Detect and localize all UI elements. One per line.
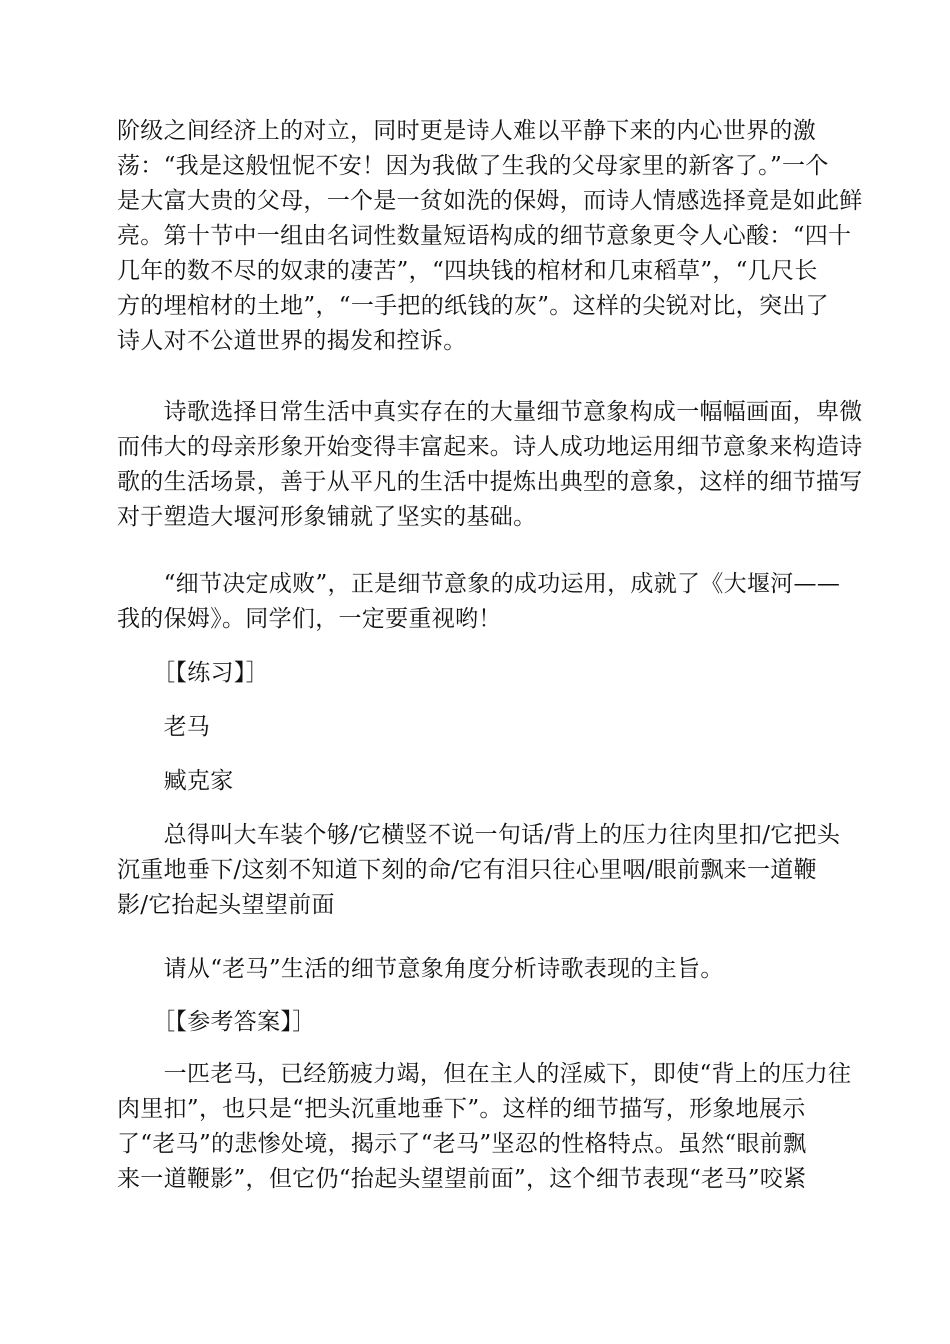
text-line: “细节决定成败”，正是细节意象的成功运用，成就了《大堰河—— [117, 571, 841, 597]
paragraph-detail-imagery [117, 395, 863, 535]
poem-title: 老马 [117, 714, 211, 740]
text-line: 是大富大贵的父母，一个是一贫如洗的保姆，而诗人情感选择竟是如此鲜 [117, 188, 863, 214]
text-line: 我的保姆》。同学们，一定要重视哟！ [117, 606, 502, 632]
text-line: 总得叫大车装个够/它横竖不说一句话/背上的压力往肉里扣/它把头 [117, 822, 841, 848]
text-line: 对于塑造大堰河形象铺就了坚实的基础。 [117, 504, 537, 530]
paragraph-contrast-analysis [117, 114, 863, 359]
text-line: 方的埋棺材的土地”，“一手把的纸钱的灰”。这样的尖锐对比，突出了 [117, 293, 829, 319]
text-line: 一匹老马，已经筋疲力竭，但在主人的淫威下，即使“背上的压力往 [117, 1061, 852, 1087]
exercise-label: ［【练习】］ [117, 660, 269, 686]
exercise-question: 请从“老马”生活的细节意象角度分析诗歌表现的主旨。 [117, 956, 724, 982]
text-line: 影/它抬起头望望前面 [117, 892, 335, 918]
answer-label: ［【参考答案】］ [117, 1009, 316, 1035]
text-line: 沉重地垂下/这刻不知道下刻的命/它有泪只往心里咽/眼前飘来一道鞭 [117, 857, 817, 883]
text-line: 肉里扣”，也只是“把头沉重地垂下”。这样的细节描写，形象地展示 [117, 1096, 806, 1122]
answer-text [117, 1057, 852, 1197]
text-line: 诗人对不公道世界的揭发和控诉。 [117, 328, 467, 354]
text-line: 阶级之间经济上的对立，同时更是诗人难以平静下来的内心世界的激 [117, 118, 816, 144]
text-line: 荡：“我是这般忸怩不安！因为我做了生我的父母家里的新客了。”一个 [117, 153, 829, 179]
text-line: 来一道鞭影”，但它仍“抬起头望望前面”，这个细节表现“老马”咬紧 [117, 1166, 807, 1192]
poem-text [117, 818, 841, 923]
text-line: 歌的生活场景，善于从平凡的生活中提炼出典型的意象，这样的细节描写 [117, 469, 863, 495]
text-line: 几年的数不尽的奴隶的凄苦”，“四块钱的棺材和几束稻草”，“几尺长 [117, 258, 818, 284]
text-line: 而伟大的母亲形象开始变得丰富起来。诗人成功地运用细节意象来构造诗 [117, 434, 863, 460]
poem-author: 臧克家 [117, 768, 234, 794]
text-line: 诗歌选择日常生活中真实存在的大量细节意象构成一幅幅画面，卑微 [117, 399, 863, 425]
text-line: 了“老马”的悲惨处境，揭示了“老马”坚忍的性格特点。虽然“眼前飘 [117, 1131, 807, 1157]
text-line: 亮。第十节中一组由名词性数量短语构成的细节意象更令人心酸：“四十 [117, 223, 852, 249]
paragraph-conclusion [117, 567, 841, 637]
